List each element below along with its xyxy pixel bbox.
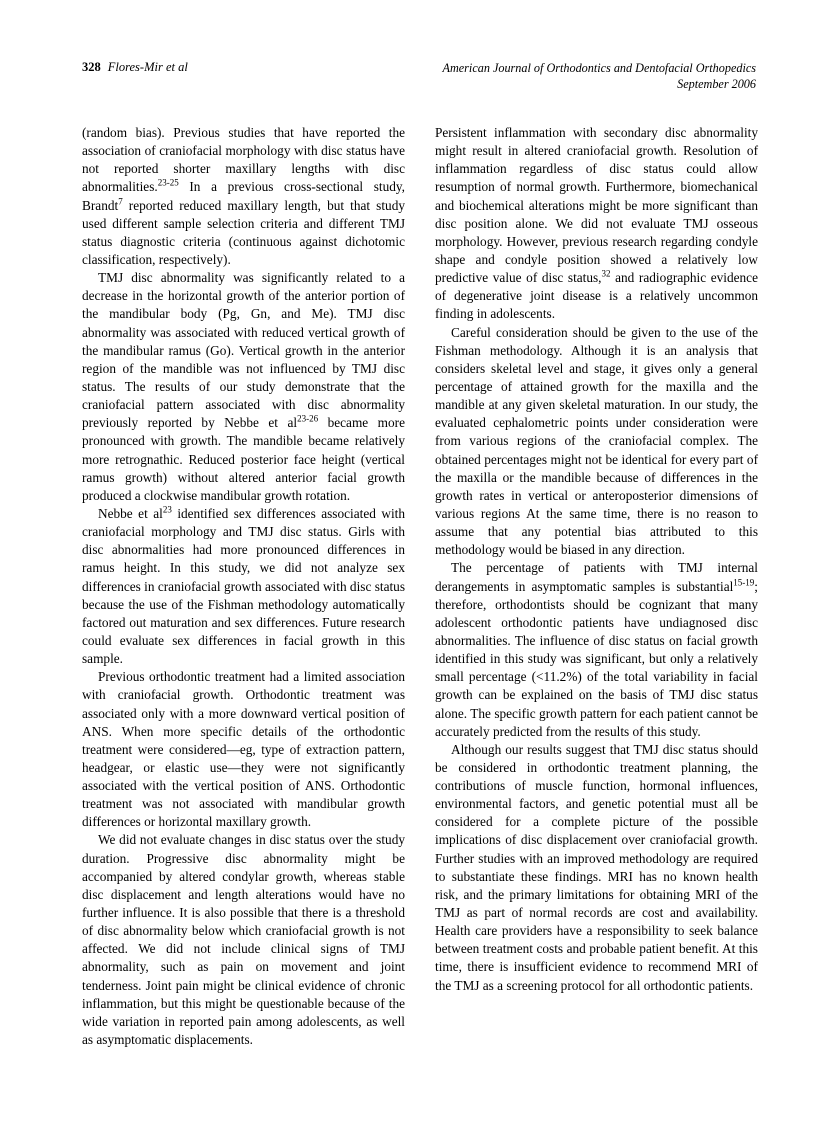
paragraph: Careful consideration should be given to the use of the Fishman methodology. Although it is an analysis that considers skeletal level and stage, it gives only a general percentage of attained growth for the maxilla and the mandible at any given skeletal maturation. In our study, the evaluated cephalometric points under consideration were from various regions of the craniofacial complex. The obtained percentages might not be identical for every part of the maxilla or the mandible because of differences in the growth rates in vertical or anteroposterior dimensions of various regions At the same time, there is no reason to assume that any potential bias attributed to this methodology would be biased in any direction.	[435, 324, 758, 558]
journal-date: September 2006	[677, 77, 756, 92]
column-left	[82, 124, 405, 1049]
paragraph: We did not evaluate changes in disc status over the study duration. Progressive disc abnormality might be accompanied by altered condylar growth, whereas stable disc displacement and length alterations would have no further influence. It is also possible that there is a threshold of disc abnormality below which craniofacial growth is not affected. We did not include clinical signs of TMJ abnormality, such as pain on movement and joint tenderness. Joint pain might be clinical evidence of chronic inflammation, but this might be questionable because of the wide variation in reported pain among adolescents, as well as asymptomatic displacements.	[82, 832, 405, 1048]
paragraph: TMJ disc abnormality was significantly related to a decrease in the horizontal growth of the anterior portion of the mandibular body (Pg, Gn, and Me). TMJ disc abnormality was associated with reduced vertical growth of the mandibular ramus (Go). Vertical growth in the anterior region of the mandible was not influenced by TMJ disc status. The results of our study demonstrate that the craniofacial pattern associated with disc abnormality previously reported by Nebbe et $al^{23-26}$ became more pronounced with growth. The mandible became relatively more retrognathic. Reduced posterior face height (vertical ramus growth) without altered anterior facial growth produced a clockwise mandibular growth rotation.	[82, 270, 405, 503]
column-right	[435, 124, 758, 1049]
paragraph: Although our results suggest that TMJ disc status should be considered in orthodontic treatment planning, the contributions of muscle function, hormonal influences, environmental factors, and genetic potential must all be considered for a complete picture of the possible implications of disc displacement over craniofacial growth. Further studies with an improved methodology are required to substantiate these findings. MRI has no known health risk, and the primary limitations for obtaining MRI of the TMJ as part of normal records are cost and availability. Health care providers have a responsibility to seek balance between treatment costs and probable patient benefit. At this time, there is insufficient evidence to recommend MRI of the TMJ as a screening protocol for all orthodontic patients.	[435, 741, 758, 993]
paragraph: Persistent inflammation with secondary disc abnormality might result in altered craniofacial growth. Resolution of inflammation regardless of disc status could allow resumption of normal growth. Furthermore, biomechanical and biochemical alterations might be more significant than disc position alone. We did not evaluate TMJ osseous morphology. However, previous research regarding condyle shape and condyle position showed a relatively low predictive value of disc status,$^{32}$ and radiographic evidence of degenerative joint disease is a relatively uncommon finding in adolescents.	[435, 125, 758, 322]
page-number: 328	[82, 60, 101, 74]
paragraph: (random bias). Previous studies that have reported the association of craniofacial morphology with disc status have not reported shorter maxillary lengths with disc abnormalities.$^{23-25}$ In a previous cross-sectional study, Brandt$^7$ reported reduced maxillary length, but that study used different sample selection criteria and different TMJ status diagnostic criteria (continuous against dichotomic classification, respectively).	[82, 125, 405, 267]
body-columns	[82, 124, 758, 1049]
running-head-authors: Flores-Mir et al	[107, 60, 188, 74]
running-head-right	[443, 60, 756, 93]
paragraph: Previous orthodontic treatment had a limited association with craniofacial growth. Orthodontic treatment was associated only with a more downward vertical position of ANS. When more specific details of the orthodontic treatment were considered—eg, type of extraction pattern, headgear, or elastic use—they were not significantly associated with the vertical position of ANS. Orthodontic treatment was not associated with mandibular growth differences or horizontal maxillary growth.	[82, 669, 405, 830]
running-head-left	[82, 60, 188, 76]
journal-name: American Journal of Orthodontics and Dentofacial Orthopedics	[442, 61, 756, 75]
running-head	[82, 60, 756, 93]
paragraph: Nebbe et $al^{23}$ identified sex differences associated with craniofacial morphology and TMJ disc status. Girls with disc abnormalities had more pronounced differences in ramus height. In this study, we did not analyze sex differences in craniofacial growth associated with disc status because the use of the Fishman methodology automatically factored out maturation and sex differences. Future research could evaluate sex differences in facial growth in this sample.	[82, 504, 405, 667]
paragraph: The percentage of patients with TMJ internal derangements in asymptomatic samples is substantial$^{15-19}$; therefore, orthodontists should be cognizant that many adolescent orthodontic patients have undiagnosed disc abnormalities. The influence of disc status on facial growth identified in this study was significant, but only a relatively small percentage (<11.2%) of the total variability in facial growth can be explained on the basis of TMJ disc status alone. The specific growth pattern for each patient cannot be accurately predicted from the results of this study.	[435, 560, 758, 739]
